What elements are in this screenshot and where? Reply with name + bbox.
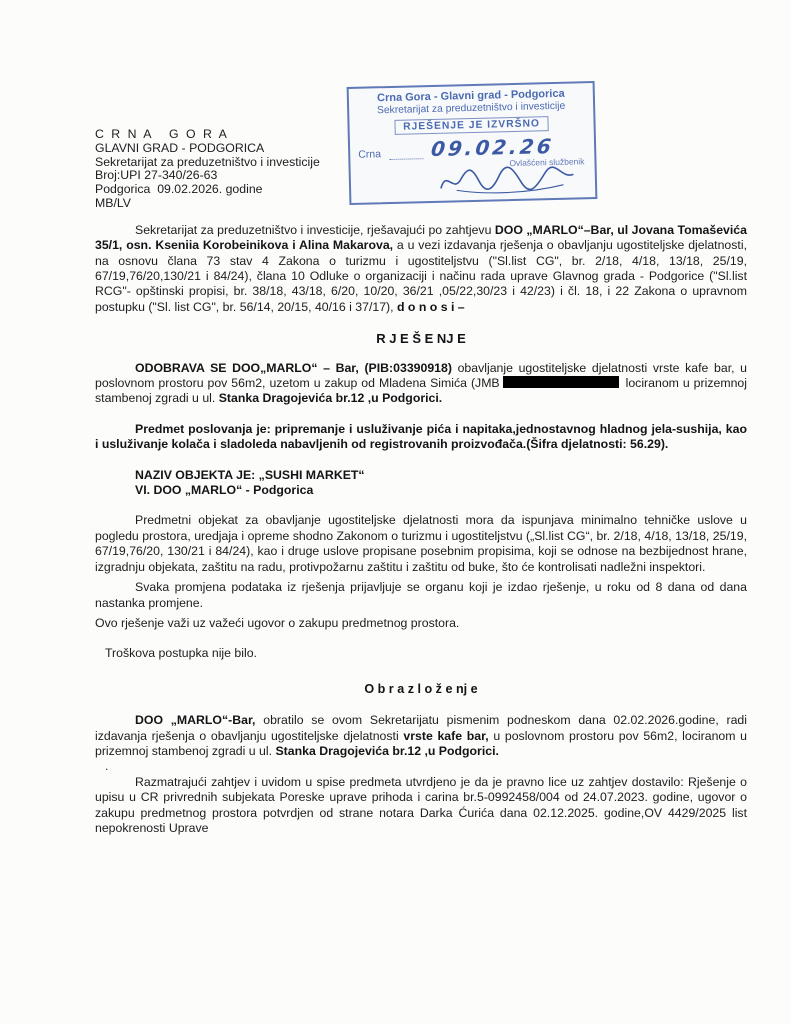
document-body [95,128,747,836]
paragraph-evidence: Razmatrajući zahtjev i uvidom u spise predmeta utvrdjeno je da je pravno lice uz zahtjev dostavilo: Rješenje o upisu u CR privrednih subjekata Poreske uprave prihoda i carina br.5-0992458/004 od 24.07.2023. godine, ugovor o zakupu predmetnog prostora potvrdjen od strane notara Darka Ćurića dana 02.12.2025. godine,OV 4429/2025 list nepokrenosti Uprave [95,774,747,835]
case-number: Broj:UPI 27-340/26-63 [95,168,218,183]
stamp-department: Sekretarijat za preduzetništvo i investicije [376,100,566,117]
donosi-text: d o n o s i – [396,299,465,314]
request-text-1: obratilo se ovom Sekretarijatu pismenim podneskom dana 02.02.2026.godine, radi izdavanja rješenja o obavljanju ugostiteljske djelatnosti [95,713,747,743]
paragraph-request [95,713,747,759]
stamp-official-label: Ovlašćeni službenik [509,156,585,169]
approval-location: lociranom u prizemnoj stambenoj zgradi u ul. [95,376,747,406]
owner-line: VI. DOO „MARLO“ - Podgorica [135,483,314,498]
request-applicant: DOO „MARLO“-Bar, [135,713,256,728]
stray-period: . [105,759,109,774]
stamp-handwritten-date: 09.02.26 [429,133,555,162]
paragraph-validity: Ovo rješenje važi uz važeći ugovor o zakupu predmetnog prostora. [95,615,460,630]
approval-subject: ODOBRAVA SE DOO„MARLO“ – Bar, (PIB:03390918) [135,360,452,375]
issuer-department: Sekretarijat za preduzetništvo i investicije [95,154,320,169]
paragraph-approval [95,361,747,407]
stamp-authority: Crna Gora - Glavni grad - Podgorica [376,87,565,105]
explanation-title: O b r a z l o ž e nj e [364,681,478,696]
object-name-line: NAZIV OBJEKTA JE: „SUSHI MARKET“ [135,467,365,482]
stamp-status-label: RJEŠENJE JE IZVRŠNO [394,116,549,135]
paragraph-change-notice: Svaka promjena podataka iz rješenja prijavljuje se organu koji je izdao rješenje, u roku od 8 dana od dana nastanka promjene. [95,580,747,610]
request-text-2: u poslovnom prostoru pov 56m2, lociranom u prizemnoj stambenoj zgradi u ul. [95,728,748,758]
issuer-city: GLAVNI GRAD - PODGORICA [95,140,265,155]
paragraph-intro [95,223,747,315]
paragraph-conditions: Predmetni objekat za obavljanje ugostiteljske djelatnosti mora da ispunjava minimalno tehničke uslove u pogledu prostora, uredjaja i opreme shodno Zakonom o turizmu i ugostiteljstvu („Sl.list CG“, br. 2/18, 4/18, 13/18, 25/19, 67/19,76/20, 130/21 i 84/24), kao i druge uslove propisane posebnim propisima, koji se odnose na bezbijednost hrane, izgradnju objekata, zaštitu na radu, protivpožarnu zaštitu i zaštitu od buke, što će kontrolisati nadležni inspektori. [95,513,747,574]
legal-basis-text: a u vezi izdavanja rješenja o obavljanju ugostiteljske djelatnosti, na osnovu člana 73 stav 4 Zakona o turizmu i ugostiteljstvu ("Sl.list CG", br. 2/18, 4/18, 13/18, 25/19, 67/19,76/20,130/21 i 84/24), člana 10 Odluke o organizaciji i načinu rada uprave Glavnog grada - Podgorice ("Sl.list RCG"- opštinski propisi, br. 38/18, 43/18, 6/20, 10/20, 36/21 ,05/22,30/23 i 42/23) i čl. 18, i 22 Zakona o upravnom postupku ("Sl. list CG", br. 56/14, 20/15, 40/16 i 37/17), [95,238,747,314]
clerk-initials: MB/LV [95,195,131,210]
approval-details: obavljanje ugostiteljske djelatnosti vrste kafe bar, u poslovnom prostoru pov 56m2, uzetom u zakup od Mladena Simića (JMB [95,360,747,391]
approval-address: Stanka Dragojevića br.12 ,u Podgorici. [218,391,443,406]
place-and-date: Podgorica 09.02.2026. godine [95,182,263,197]
intro-text-1: Sekretarijat za preduzetništvo i investicije, rješavajući po zahtjevu [135,222,495,237]
redacted-jmb-box [503,376,619,388]
applicant-name: DOO „MARLO“–Bar, ul Jovana Tomaševića 35/1, osn. Kseniia Korobeinikova i Alina Makarova, [95,222,747,253]
paragraph-business-subject: Predmet poslovanja je: pripremanje i usluživanje pića i napitaka,jednostavnog hladnog jela-sushija, kao i usluživanje kolača i sladoleda nabavljenih od registrovanih proizvođača.(Šifra djelatnosti: 56.29). [95,421,747,452]
issuer-country: C R N A G O R A [95,127,229,141]
decision-title: R J E Š E NJ E [376,331,466,347]
request-address: Stanka Dragojevića br.12 ,u Podgorici. [275,743,499,758]
request-activity-type: vrste kafe bar, [403,728,489,743]
paragraph-costs: Troškova postupka nije bilo. [105,646,257,661]
stamp-date-prefix: Crna [358,148,382,161]
